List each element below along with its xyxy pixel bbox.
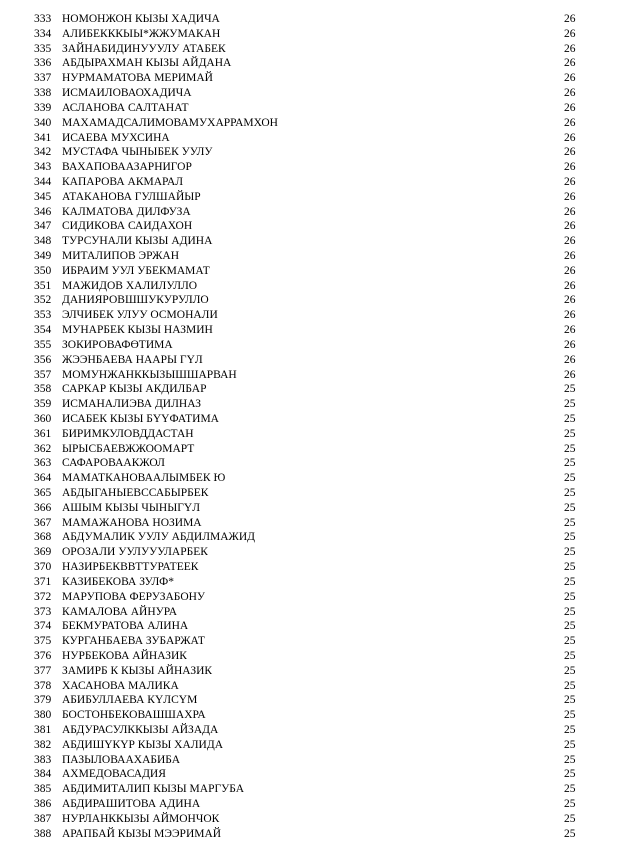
row-number: 382 [34,738,52,751]
row-number: 384 [34,768,52,781]
list-row [0,249,639,264]
list-row [0,205,639,220]
score-value: 26 [564,279,576,292]
row-number: 360 [34,412,52,425]
score-value: 25 [564,605,576,618]
score-value: 26 [564,190,576,203]
score-value: 25 [564,635,576,648]
list-row [0,131,639,146]
row-number: 357 [34,368,52,381]
student-name: ЖЭЭНБАЕВА НААРЫ ГҮЛ [62,353,203,366]
student-name: НУРМАМАТОВА МЕРИМАЙ [62,72,213,85]
list-row [0,160,639,175]
score-value: 26 [564,116,576,129]
list-row [0,175,639,190]
row-number: 347 [34,220,52,233]
list-row [0,753,639,768]
list-row [0,827,639,842]
row-number: 372 [34,590,52,603]
list-row [0,575,639,590]
student-name: ЗАЙНАБИДИНУУУЛУ АТАБЕК [62,42,226,55]
student-name: КУРГАНБАЕВА ЗУБАРЖАТ [62,635,205,648]
list-row [0,27,639,42]
list-row [0,234,639,249]
score-value: 25 [564,709,576,722]
list-row [0,219,639,234]
score-value: 26 [564,27,576,40]
list-row [0,412,639,427]
student-name: ПАЗЫЛОВААХАБИБА [62,753,181,766]
score-value: 25 [564,383,576,396]
student-name: НУРБЕКОВА АЙНАЗИК [62,649,187,662]
row-number: 354 [34,324,52,337]
score-value: 25 [564,827,576,840]
row-number: 378 [34,679,52,692]
student-name: БИРИМКУЛОВДДАСТАН [62,427,194,440]
student-name: КАПАРОВА АКМАРАЛ [62,175,184,188]
score-value: 25 [564,590,576,603]
list-row [0,279,639,294]
list-row [0,427,639,442]
student-name: АБДЫГАНЫЕВССАБЫРБЕК [62,487,209,499]
student-name: КАМАЛОВА АЙНУРА [62,605,178,618]
student-name: ИСАЕВА МУХСИНА [62,131,170,144]
student-name: ТУРСУНАЛИ КЫЗЫ АДИНА [62,235,213,248]
row-number: 371 [34,575,52,588]
row-number: 380 [34,709,52,722]
row-number: 373 [34,605,52,618]
list-row [0,397,639,412]
score-value: 25 [564,798,576,811]
student-name: ЗАМИРБ К КЫЗЫ АЙНАЗИК [62,664,213,677]
student-name: НОМОНЖОН КЫЗЫ ХАДИЧА [62,13,220,25]
score-value: 26 [564,72,576,85]
row-number: 351 [34,279,52,292]
list-row [0,812,639,827]
score-value: 26 [564,353,576,366]
student-name: АБИБУЛЛАЕВА КҮЛСҮМ [62,694,198,707]
list-row [0,368,639,383]
score-value: 26 [564,264,576,277]
student-name: ИСМАИЛОВАОХАДИЧА [62,87,192,100]
list-row [0,12,639,27]
row-number: 362 [34,442,52,455]
list-row [0,797,639,812]
row-number: 359 [34,398,52,411]
student-name: АСЛАНОВА САЛТАНАТ [62,101,189,114]
score-value: 26 [564,42,576,55]
list-row [0,471,639,486]
student-name: МОМУНЖАНККЫЗЫШШАРВАН [62,368,237,381]
list-row [0,619,639,634]
row-number: 385 [34,783,52,796]
score-value: 26 [564,87,576,100]
student-name: АБДУМАЛИК УУЛУ АБДИЛМАЖИД [62,531,255,544]
score-value: 26 [564,161,576,174]
row-number: 388 [34,827,52,840]
list-row [0,293,639,308]
score-value: 25 [564,531,576,544]
student-name: МИТАЛИПОВ ЭРЖАН [62,250,180,262]
student-name: АБДИРАШИТОВА АДИНА [62,798,201,811]
student-name: САФАРОВААКЖОЛ [62,457,165,470]
student-name: БЕКМУРАТОВА АЛИНА [62,620,189,633]
row-number: 387 [34,812,52,825]
student-name: ДАНИЯРОВШШУКУРУЛЛО [62,294,209,307]
list-row [0,723,639,738]
row-number: 337 [34,72,52,85]
ranking-list [0,12,639,842]
student-name: ВАХАПОВААЗАРНИГОР [62,161,192,174]
row-number: 339 [34,101,52,114]
list-row [0,442,639,457]
row-number: 341 [34,131,52,144]
student-name: ОРОЗАЛИ УУЛУУУЛАРБЕК [62,546,208,559]
student-name: АБДИМИТАЛИП КЫЗЫ МАРГУБА [62,783,245,796]
score-value: 26 [564,294,576,307]
student-name: ЭЛЧИБЕК УЛУУ ОСМОНАЛИ [62,309,218,322]
list-row [0,605,639,620]
student-name: МУНАРБЕК КЫЗЫ НАЗМИН [62,324,213,337]
student-name: ЫРЫСБАЕВЖЖООМАРТ [62,442,195,455]
row-number: 349 [34,250,52,262]
row-number: 377 [34,664,52,677]
list-row [0,486,639,501]
score-value: 25 [564,679,576,692]
score-value: 26 [564,175,576,188]
list-row [0,190,639,205]
row-number: 383 [34,753,52,766]
row-number: 334 [34,27,52,40]
list-row [0,338,639,353]
score-value: 25 [564,768,576,781]
student-name: АРАПБАЙ КЫЗЫ МЭЭРИМАЙ [62,827,222,840]
list-row [0,264,639,279]
score-value: 25 [564,516,576,529]
list-row [0,42,639,57]
student-name: МУСТАФА ЧЫНЫБЕК УУЛУ [62,146,213,159]
row-number: 364 [34,472,52,485]
list-row [0,560,639,575]
row-number: 361 [34,427,52,440]
list-row [0,323,639,338]
list-row [0,71,639,86]
score-value: 25 [564,472,576,485]
student-name: МАРУПОВА ФЕРУЗАБОНУ [62,590,206,603]
row-number: 374 [34,620,52,633]
score-value: 25 [564,487,576,499]
list-row [0,516,639,531]
list-row [0,708,639,723]
row-number: 335 [34,42,52,55]
student-name: САРКАР КЫЗЫ АКДИЛБАР [62,383,207,396]
student-name: КАЗИБЕКОВА ЗУЛФ* [62,575,175,588]
row-number: 336 [34,57,52,70]
student-name: АТАКАНОВА ГУЛШАЙЫР [62,190,201,203]
row-number: 369 [34,546,52,559]
score-value: 25 [564,738,576,751]
list-row [0,649,639,664]
score-value: 26 [564,324,576,337]
student-name: МАМАТКАНОВААЛЫМБЕК Ю [62,472,226,485]
row-number: 344 [34,175,52,188]
student-name: МАМАЖАНОВА НОЗИМА [62,516,202,529]
list-row [0,693,639,708]
score-value: 26 [564,368,576,381]
score-value: 26 [564,338,576,351]
score-value: 25 [564,664,576,677]
score-value: 25 [564,546,576,559]
score-value: 25 [564,620,576,633]
row-number: 345 [34,190,52,203]
row-number: 376 [34,649,52,662]
student-name: БОСТОНБЕКОВАШШАХРА [62,709,206,722]
list-row [0,767,639,782]
student-name: ХАСАНОВА МАЛИКА [62,679,179,692]
score-value: 25 [564,427,576,440]
row-number: 367 [34,516,52,529]
score-value: 26 [564,13,576,25]
row-number: 363 [34,457,52,470]
list-row [0,116,639,131]
list-row [0,456,639,471]
score-value: 26 [564,220,576,233]
row-number: 343 [34,161,52,174]
score-value: 25 [564,442,576,455]
student-name: КАЛМАТОВА ДИЛФУЗА [62,205,191,218]
row-number: 342 [34,146,52,159]
score-value: 25 [564,501,576,514]
row-number: 358 [34,383,52,396]
score-value: 26 [564,101,576,114]
score-value: 25 [564,694,576,707]
score-value: 25 [564,412,576,425]
list-row [0,679,639,694]
list-row [0,145,639,160]
list-row [0,530,639,545]
student-name: НАЗИРБЕКВВТТУРАТЕЕК [62,561,199,574]
row-number: 353 [34,309,52,322]
list-row [0,353,639,368]
list-row [0,101,639,116]
list-row [0,738,639,753]
student-name: ЗОКИРОВАФӨТИМА [62,338,173,351]
row-number: 356 [34,353,52,366]
row-number: 346 [34,205,52,218]
row-number: 350 [34,264,52,277]
student-name: ИСАБЕК КЫЗЫ БҮҮФАТИМА [62,412,219,425]
list-row [0,590,639,605]
student-name: АХМЕДОВАСАДИЯ [62,768,166,781]
student-name: ИСМАНАЛИЭВА ДИЛНАЗ [62,398,201,411]
student-name: АБДИШҮКҮР КЫЗЫ ХАЛИДА [62,738,223,751]
student-name: АБДЫРАХМАН КЫЗЫ АЙДАНА [62,57,232,70]
student-name: МАХАМАДСАЛИМОВАМУХАРРАМХОН [62,116,278,129]
score-value: 26 [564,250,576,262]
score-value: 26 [564,57,576,70]
list-row [0,545,639,560]
list-row [0,664,639,679]
row-number: 365 [34,487,52,499]
student-name: МАЖИДОВ ХАЛИЛУЛЛО [62,279,198,292]
row-number: 352 [34,294,52,307]
score-value: 26 [564,205,576,218]
row-number: 368 [34,531,52,544]
row-number: 375 [34,635,52,648]
student-name: НУРЛАНККЫЗЫ АЙМОНЧОК [62,812,220,825]
score-value: 25 [564,783,576,796]
row-number: 355 [34,338,52,351]
score-value: 26 [564,309,576,322]
score-value: 25 [564,753,576,766]
score-value: 25 [564,575,576,588]
score-value: 25 [564,724,576,736]
list-row [0,501,639,516]
list-row [0,382,639,397]
list-row [0,86,639,101]
row-number: 386 [34,798,52,811]
score-value: 25 [564,812,576,825]
score-value: 25 [564,398,576,411]
student-name: ИБРАИМ УУЛ УБЕКМАМАТ [62,264,210,277]
score-value: 25 [564,457,576,470]
score-value: 26 [564,131,576,144]
score-value: 26 [564,146,576,159]
score-value: 25 [564,561,576,574]
row-number: 379 [34,694,52,707]
list-row [0,782,639,797]
student-name: СИДИКОВА САИДАХОН [62,220,193,233]
row-number: 333 [34,13,52,25]
score-value: 25 [564,649,576,662]
row-number: 348 [34,235,52,248]
list-row [0,634,639,649]
row-number: 338 [34,87,52,100]
row-number: 381 [34,724,52,736]
row-number: 370 [34,561,52,574]
list-row [0,56,639,71]
student-name: АБДУРАСУЛККЫЗЫ АЙЗАДА [62,724,219,736]
student-name: АЛИБЕКККЫЫ*ЖЖУМАКАН [62,27,221,40]
list-row [0,308,639,323]
score-value: 26 [564,235,576,248]
row-number: 340 [34,116,52,129]
row-number: 366 [34,501,52,514]
student-name: АШЫМ КЫЗЫ ЧЫНЫГҮЛ [62,501,200,514]
